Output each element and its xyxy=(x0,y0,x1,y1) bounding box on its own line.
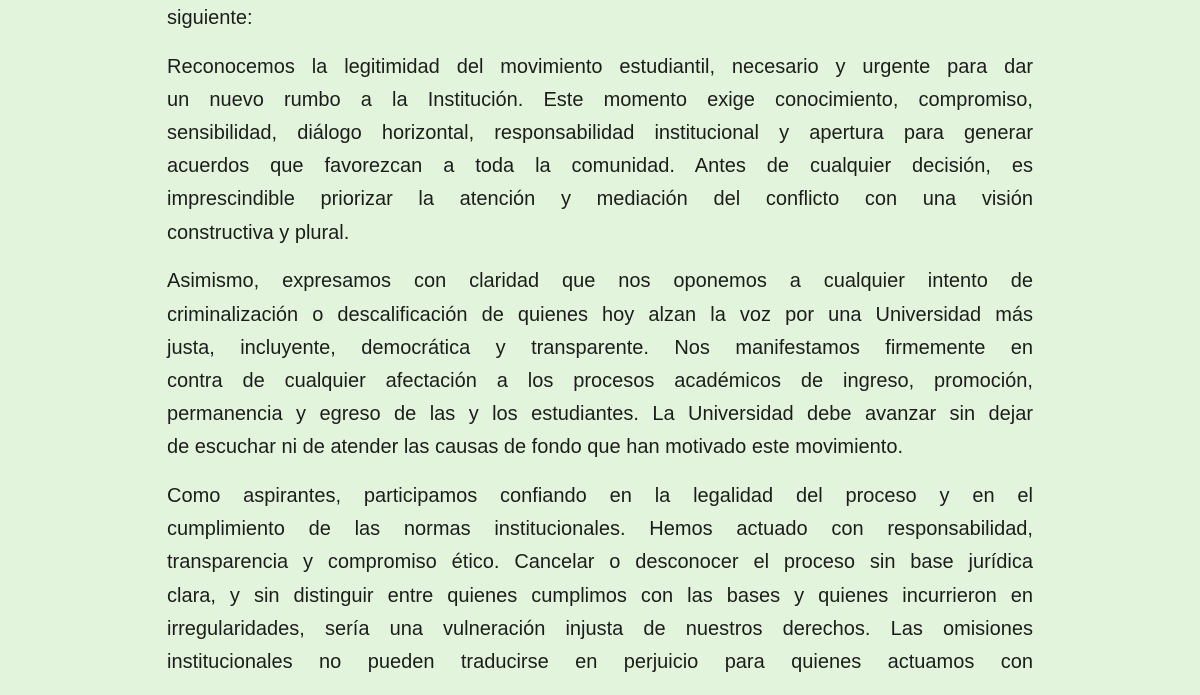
paragraph-1 xyxy=(167,51,1033,250)
paragraph-2 xyxy=(167,265,1033,464)
text-line: Como aspirantes, participamos confiando en la legalidad del proceso y en el xyxy=(167,484,1033,507)
text-line: un nuevo rumbo a la Institución. Este momento exige conocimiento, compromiso, xyxy=(167,88,1033,111)
paragraph-3 xyxy=(167,480,1033,679)
text-line: criminalización o descalificación de quienes hoy alzan la voz por una Universidad más xyxy=(167,303,1033,326)
document-body xyxy=(167,2,1033,695)
intro-paragraph xyxy=(167,2,1033,35)
text-line: imprescindible priorizar la atención y mediación del conflicto con una visión xyxy=(167,188,1033,211)
text-line: acuerdos que favorezcan a toda la comunidad. Antes de cualquier decisión, es xyxy=(167,155,1033,178)
text-line: Reconocemos la legitimidad del movimiento estudiantil, necesario y urgente para dar xyxy=(167,55,1033,78)
text-line: clara, y sin distinguir entre quienes cumplimos con las bases y quienes incurrieron en xyxy=(167,584,1033,607)
text-line: cumplimiento de las normas institucionales. Hemos actuado con responsabilidad, xyxy=(167,518,1033,541)
text-line: sensibilidad, diálogo horizontal, responsabilidad institucional y apertura para generar xyxy=(167,122,1033,145)
text-line: transparencia y compromiso ético. Cancelar o desconocer el proceso sin base jurídica xyxy=(167,551,1033,574)
text-line: irregularidades, sería una vulneración injusta de nuestros derechos. Las omisiones xyxy=(167,617,1033,640)
text-line: permanencia y egreso de las y los estudiantes. La Universidad debe avanzar sin dejar xyxy=(167,403,1033,426)
text-line: de escuchar ni de atender las causas de fondo que han motivado este movimiento. xyxy=(167,436,904,459)
text-line: Asimismo, expresamos con claridad que nos oponemos a cualquier intento de xyxy=(167,270,1033,293)
text-line: institucionales no pueden traducirse en perjuicio para quienes actuamos con xyxy=(167,650,1033,673)
text-line: contra de cualquier afectación a los procesos académicos de ingreso, promoción, xyxy=(167,369,1033,392)
text-line: constructiva y plural. xyxy=(167,221,350,244)
text-line: justa, incluyente, democrática y transparente. Nos manifestamos firmemente en xyxy=(167,336,1033,359)
text-line: siguiente: xyxy=(167,7,253,29)
